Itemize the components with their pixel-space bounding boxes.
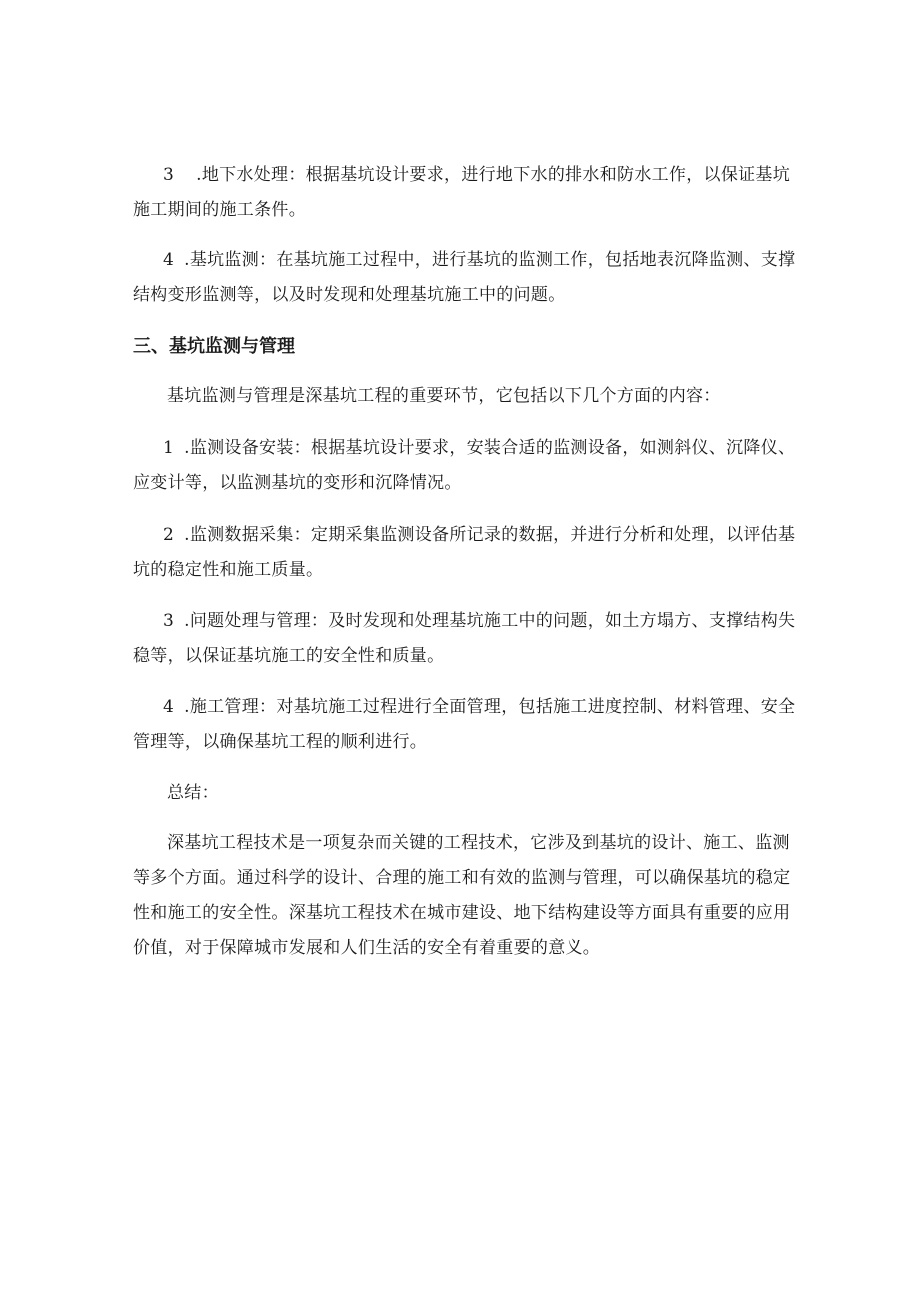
list-item-construction-management [133, 690, 803, 760]
list-item-text: .监测设备安装：根据基坑设计要求，安装合适的监测设备，如测斜仪、沉降仪、应变计等，以监测基坑的变形和沉降情况。 [133, 438, 796, 493]
list-item-number: 4 [163, 697, 175, 717]
list-item-text: .施工管理：对基坑施工过程进行全面管理，包括施工进度控制、材料管理、安全管理等，以确保基坑工程的顺利进行。 [133, 697, 796, 752]
list-item-equipment-install [133, 431, 803, 501]
list-item-pit-monitoring [133, 243, 803, 313]
list-item-text: .基坑监测：在基坑施工过程中，进行基坑的监测工作，包括地表沉降监测、支撑结构变形监测等，以及时发现和处理基坑施工中的问题。 [133, 250, 796, 305]
list-item-text: .问题处理与管理：及时发现和处理基坑施工中的问题，如土方塌方、支撑结构失稳等，以保证基坑施工的安全性和质量。 [133, 611, 796, 666]
list-item-text: .地下水处理：根据基坑设计要求，进行地下水的排水和防水工作，以保证基坑施工期间的施工条件。 [133, 165, 791, 220]
list-item-number: 1 [163, 438, 175, 458]
list-item-number: 2 [163, 525, 175, 545]
list-item-number: 4 [163, 250, 175, 270]
list-item-data-collection [133, 518, 803, 588]
summary-paragraph: 深基坑工程技术是一项复杂而关键的工程技术，它涉及到基坑的设计、施工、监测等多个方面。通过科学的设计、合理的施工和有效的监测与管理，可以确保基坑的稳定性和施工的安全性。深基坑工程技术在城市建设、地下结构建设等方面具有重要的应用价值，对于保障城市发展和人们生活的安全有着重要的意义。 [133, 833, 791, 958]
list-item-number: 3 [163, 611, 175, 631]
list-item-groundwater [133, 158, 803, 228]
list-item-problem-handling [133, 604, 803, 674]
section-heading: 三、基坑监测与管理 [133, 336, 295, 357]
list-item-number: 3 [163, 165, 175, 185]
intro-paragraph: 基坑监测与管理是深基坑工程的重要环节，它包括以下几个方面的内容： [167, 386, 721, 406]
list-item-text: .监测数据采集：定期采集监测设备所记录的数据，并进行分析和处理，以评估基坑的稳定性和施工质量。 [133, 525, 796, 580]
summary-label: 总结： [167, 783, 219, 803]
